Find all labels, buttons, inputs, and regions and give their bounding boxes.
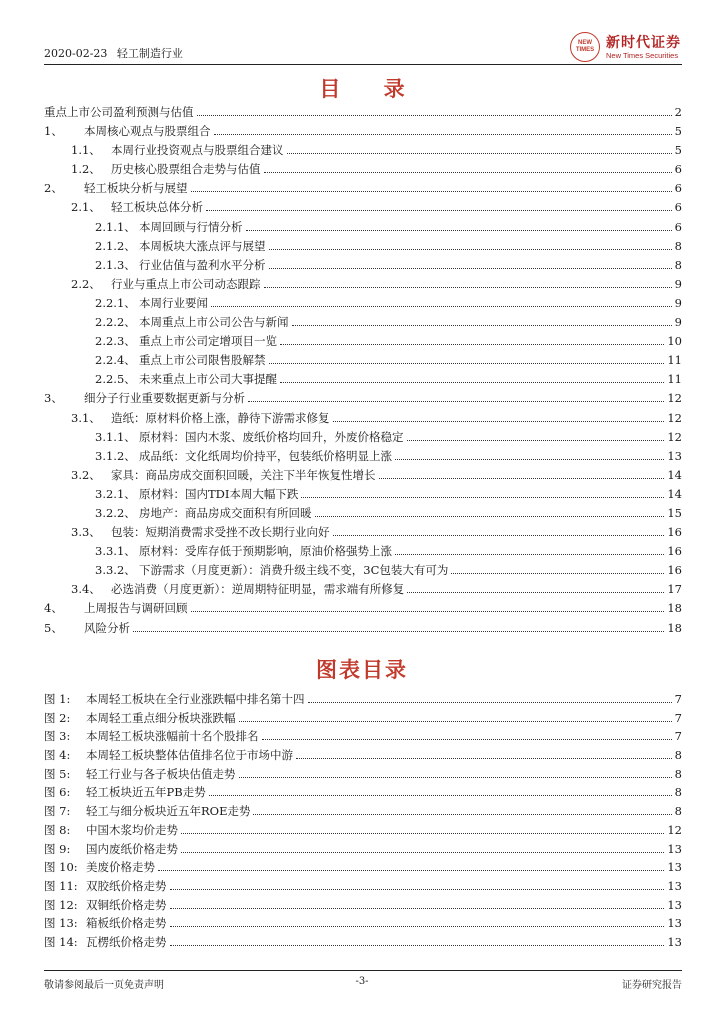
figure-page-number: 13: [667, 841, 682, 856]
dot-leader: [451, 572, 664, 574]
figure-caption: 国内废纸价格走势: [86, 841, 178, 856]
toc-item-number: 2.1.1、: [95, 219, 136, 234]
figure-entry[interactable]: [44, 933, 682, 952]
dot-leader: [170, 925, 665, 927]
figure-caption: 轻工板块近五年PB走势: [86, 785, 206, 800]
figure-caption: 箱板纸价格走势: [86, 916, 167, 931]
toc-item-text: 成品纸：文化纸周均价持平，包装纸价格明显上涨: [139, 448, 392, 463]
figure-page-number: 7: [674, 710, 682, 725]
toc-item-number: 1、: [44, 124, 63, 139]
toc-item-text: 历史核心股票组合走势与估值: [111, 162, 261, 177]
toc-title: 目 录: [319, 77, 423, 101]
industry-name: 轻工制造行业: [116, 47, 183, 60]
figure-caption: 双铜纸价格走势: [86, 897, 167, 912]
toc-item-number: 3.3.1、: [95, 544, 136, 559]
toc-item-page: 18: [667, 601, 682, 616]
dot-leader: [170, 944, 665, 946]
toc-item-number: 2.2.2、: [95, 315, 136, 330]
figure-number: 图 11:: [44, 878, 78, 893]
dot-leader: [333, 420, 665, 422]
toc-item-text: 原材料：受库存低于预期影响，原油价格强势上涨: [139, 544, 392, 559]
figure-number: 图 7:: [44, 804, 71, 819]
figure-entry[interactable]: [44, 783, 682, 802]
toc-item-page: 8: [674, 257, 682, 272]
page-header: [44, 30, 682, 64]
toc-item-number: 2、: [44, 181, 63, 196]
figure-page-number: 13: [667, 916, 682, 931]
dot-leader: [191, 610, 665, 612]
logo-mark-icon: NEW TIMES: [570, 32, 600, 62]
figure-caption: 本周轻工板块在全行业涨跌幅中排名第十四: [86, 692, 305, 706]
toc-entry[interactable]: [44, 599, 682, 618]
figure-page-number: 13: [667, 878, 682, 893]
figure-entry[interactable]: [44, 727, 682, 746]
toc-item-text: 细分子行业重要数据更新与分析: [84, 391, 245, 406]
toc-item-page: 13: [667, 448, 682, 463]
page-number: -3-: [355, 976, 369, 987]
dot-leader: [379, 477, 665, 479]
toc-item-text: 包装：短期消费需求受挫不改长期行业向好: [111, 525, 330, 540]
figure-page-number: 7: [674, 692, 682, 706]
dot-leader: [262, 738, 672, 740]
toc-item-number: 5、: [44, 620, 63, 635]
toc-item-text: 本周核心观点与股票组合: [84, 124, 211, 139]
company-logo: [570, 30, 682, 64]
figure-page-number: 13: [667, 860, 682, 875]
toc-item-page: 6: [674, 181, 682, 196]
dot-leader: [280, 381, 664, 383]
toc-entry[interactable]: [44, 466, 682, 485]
toc-item-text: 房地产：商品房成交面积有所回暖: [139, 505, 312, 520]
toc-item-page: 2: [674, 105, 682, 119]
dot-leader: [269, 248, 672, 250]
toc-entry[interactable]: [44, 160, 682, 179]
figure-page-number: 8: [674, 748, 682, 763]
figure-caption: 本周轻工板块整体估值排名位于市场中游: [86, 748, 293, 763]
dot-leader: [133, 630, 664, 632]
toc-list: [44, 103, 682, 638]
figure-index-title: 图表目录: [316, 658, 408, 682]
dot-leader: [239, 720, 672, 722]
figure-entry[interactable]: [44, 690, 682, 709]
toc-entry[interactable]: [44, 122, 682, 141]
figure-entry[interactable]: [44, 821, 682, 840]
report-date: 2020-02-23: [44, 47, 108, 60]
figure-entry[interactable]: [44, 896, 682, 915]
figure-index-list: [44, 690, 682, 952]
toc-item-number: 3.1、: [71, 410, 101, 425]
toc-item-text: 本周板块大涨点评与展望: [139, 238, 266, 253]
toc-item-number: 1.1、: [71, 143, 101, 158]
toc-item-number: 2.1、: [71, 200, 101, 215]
toc-entry[interactable]: [44, 389, 682, 408]
dot-leader: [395, 553, 664, 555]
figure-page-number: 13: [667, 934, 682, 949]
toc-item-text: 必选消费（月度更新）：逆周期特征明显，需求端有所修复: [111, 582, 405, 597]
toc-item-page: 5: [674, 124, 682, 139]
report-type: 证券研究报告: [622, 980, 682, 991]
toc-entry[interactable]: [44, 580, 682, 599]
toc-entry[interactable]: [44, 179, 682, 198]
dot-leader: [407, 591, 664, 593]
toc-item-text: 行业估值与盈利水平分析: [139, 257, 266, 272]
toc-entry[interactable]: [44, 409, 682, 428]
toc-item-text: 本周回顾与行情分析: [139, 219, 243, 234]
logo-english-name: New Times Securities: [606, 51, 679, 60]
toc-item-text: 本周重点上市公司公告与新闻: [139, 315, 289, 330]
dot-leader: [287, 152, 672, 154]
toc-item-page: 16: [667, 563, 682, 578]
toc-item-page: 8: [674, 238, 682, 253]
figure-page-number: 8: [674, 804, 682, 819]
toc-item-number: 2.2、: [71, 276, 101, 291]
dot-leader: [181, 851, 664, 853]
figure-number: 图 14:: [44, 934, 78, 949]
toc-item-text: 下游需求（月度更新）：消费升级主线不变，3C包装大有可为: [139, 563, 449, 578]
figure-page-number: 8: [674, 785, 682, 800]
toc-item-number: 3.2.1、: [95, 486, 136, 501]
toc-entry[interactable]: [44, 351, 682, 370]
toc-item-page: 6: [674, 219, 682, 234]
toc-entry[interactable]: [44, 523, 682, 542]
figure-number: 图 13:: [44, 916, 78, 931]
dot-leader: [246, 229, 672, 231]
toc-entry[interactable]: [44, 237, 682, 256]
toc-item-text: 本周行业要闻: [139, 295, 208, 310]
figure-entry[interactable]: [44, 858, 682, 877]
toc-entry[interactable]: [44, 198, 682, 217]
figure-caption: 本周轻工重点细分板块涨跌幅: [86, 710, 236, 725]
toc-item-page: 15: [667, 505, 682, 520]
header-meta: [44, 45, 183, 61]
dot-leader: [170, 907, 665, 909]
toc-item-text: 原材料：国内木浆、废纸价格均回升，外废价格稳定: [139, 429, 404, 444]
toc-item-number: 4、: [44, 601, 63, 616]
toc-entry[interactable]: [44, 485, 682, 504]
toc-entry[interactable]: [44, 103, 682, 122]
toc-item-number: 3.3.2、: [95, 563, 136, 578]
figure-caption: 轻工与细分板块近五年ROE走势: [86, 804, 251, 819]
dot-leader: [206, 209, 672, 211]
toc-item-page: 11: [667, 372, 682, 387]
figure-number: 图 3:: [44, 729, 71, 744]
toc-item-text: 重点上市公司定增项目一览: [139, 334, 277, 349]
dot-leader: [181, 832, 664, 834]
toc-item-number: 2.1.3、: [95, 257, 136, 272]
dot-leader: [211, 305, 672, 307]
toc-entry[interactable]: [44, 447, 682, 466]
figure-number: 图 1:: [44, 692, 71, 706]
toc-entry[interactable]: [44, 542, 682, 561]
toc-entry[interactable]: [44, 275, 682, 294]
figure-entry[interactable]: [44, 840, 682, 859]
toc-item-text: 重点上市公司盈利预测与估值: [44, 105, 194, 119]
toc-item-text: 本周行业投资观点与股票组合建议: [111, 143, 284, 158]
figure-caption: 本周轻工板块涨幅前十名个股排名: [86, 729, 259, 744]
toc-item-page: 14: [667, 486, 682, 501]
dot-leader: [269, 267, 672, 269]
figure-number: 图 8:: [44, 822, 71, 837]
toc-item-page: 18: [667, 620, 682, 635]
dot-leader: [301, 496, 664, 498]
toc-entry[interactable]: [44, 619, 682, 638]
toc-item-number: 2.2.3、: [95, 334, 136, 349]
toc-item-text: 轻工板块分析与展望: [84, 181, 188, 196]
toc-item-text: 上周报告与调研回顾: [84, 601, 188, 616]
toc-item-text: 原材料：国内TDI本周大幅下跌: [139, 486, 299, 501]
toc-entry[interactable]: [44, 332, 682, 351]
dot-leader: [333, 534, 665, 536]
toc-entry[interactable]: [44, 294, 682, 313]
toc-item-page: 9: [674, 315, 682, 330]
figure-entry[interactable]: [44, 802, 682, 821]
toc-entry[interactable]: [44, 313, 682, 332]
header-divider: [44, 64, 682, 65]
figure-caption: 瓦楞纸价格走势: [86, 934, 167, 949]
toc-item-page: 16: [667, 525, 682, 540]
toc-item-text: 未来重点上市公司大事提醒: [139, 372, 277, 387]
figure-number: 图 6:: [44, 785, 71, 800]
dot-leader: [214, 133, 672, 135]
figure-page-number: 13: [667, 897, 682, 912]
dot-leader: [407, 439, 665, 441]
figure-number: 图 5:: [44, 766, 71, 781]
figure-caption: 美废价格走势: [86, 860, 155, 875]
toc-item-page: 9: [674, 295, 682, 310]
logo-chinese-name: 新时代证券: [606, 35, 681, 51]
dot-leader: [248, 400, 664, 402]
dot-leader: [191, 190, 672, 192]
figure-page-number: 7: [674, 729, 682, 744]
figure-number: 图 2:: [44, 710, 71, 725]
toc-entry[interactable]: [44, 428, 682, 447]
figure-number: 图 9:: [44, 841, 71, 856]
toc-item-number: 3.2.2、: [95, 505, 136, 520]
dot-leader: [209, 794, 672, 796]
toc-entry[interactable]: [44, 218, 682, 237]
dot-leader: [197, 114, 672, 116]
toc-item-page: 12: [667, 429, 682, 444]
toc-item-page: 14: [667, 467, 682, 482]
dot-leader: [158, 869, 664, 871]
figure-page-number: 8: [674, 766, 682, 781]
dot-leader: [253, 813, 671, 815]
toc-entry[interactable]: [44, 370, 682, 389]
dot-leader: [315, 515, 665, 517]
dot-leader: [296, 757, 672, 759]
toc-item-number: 3.1.2、: [95, 448, 136, 463]
figure-entry[interactable]: [44, 914, 682, 933]
figure-number: 图 10:: [44, 860, 78, 875]
figure-entry[interactable]: [44, 709, 682, 728]
toc-item-page: 10: [667, 334, 682, 349]
toc-item-page: 11: [667, 353, 682, 368]
toc-item-text: 重点上市公司限售股解禁: [139, 353, 266, 368]
toc-item-number: 3.3、: [71, 525, 101, 540]
toc-item-number: 3.2、: [71, 467, 101, 482]
figure-number: 图 4:: [44, 748, 71, 763]
toc-item-text: 家具：商品房成交面积回暖，关注下半年恢复性增长: [111, 467, 376, 482]
toc-item-text: 行业与重点上市公司动态跟踪: [111, 276, 261, 291]
toc-item-page: 16: [667, 544, 682, 559]
dot-leader: [308, 701, 672, 703]
toc-item-page: 12: [667, 391, 682, 406]
dot-leader: [292, 324, 672, 326]
figure-entry[interactable]: [44, 746, 682, 765]
toc-item-number: 3.1.1、: [95, 429, 136, 444]
figure-entry[interactable]: [44, 877, 682, 896]
toc-item-number: 2.1.2、: [95, 238, 136, 253]
figure-page-number: 12: [667, 822, 682, 837]
toc-entry[interactable]: [44, 561, 682, 580]
toc-item-number: 2.2.4、: [95, 353, 136, 368]
toc-item-number: 1.2、: [71, 162, 101, 177]
dot-leader: [280, 343, 664, 345]
figure-caption: 双胶纸价格走势: [86, 878, 167, 893]
figure-caption: 轻工行业与各子板块估值走势: [86, 766, 236, 781]
disclaimer-note: 敬请参阅最后一页免责声明: [44, 980, 164, 991]
toc-item-page: 9: [674, 276, 682, 291]
dot-leader: [264, 171, 672, 173]
toc-item-number: 2.2.1、: [95, 295, 136, 310]
dot-leader: [239, 776, 672, 778]
dot-leader: [269, 362, 665, 364]
toc-item-page: 12: [667, 410, 682, 425]
toc-entry[interactable]: [44, 504, 682, 523]
figure-entry[interactable]: [44, 765, 682, 784]
toc-item-page: 6: [674, 162, 682, 177]
figure-caption: 中国木浆均价走势: [86, 822, 178, 837]
dot-leader: [395, 458, 664, 460]
toc-item-number: 3.4、: [71, 582, 101, 597]
toc-entry[interactable]: [44, 141, 682, 160]
figure-number: 图 12:: [44, 897, 78, 912]
toc-item-text: 轻工板块总体分析: [111, 200, 203, 215]
footer-divider: [44, 970, 682, 971]
toc-item-page: 17: [667, 582, 682, 597]
toc-entry[interactable]: [44, 256, 682, 275]
toc-item-text: 风险分析: [84, 620, 130, 635]
toc-item-number: 2.2.5、: [95, 372, 136, 387]
toc-item-number: 3、: [44, 391, 63, 406]
toc-item-page: 6: [674, 200, 682, 215]
toc-item-page: 5: [674, 143, 682, 158]
toc-item-text: 造纸：原材料价格上涨，静待下游需求修复: [111, 410, 330, 425]
dot-leader: [170, 888, 665, 890]
dot-leader: [264, 286, 672, 288]
